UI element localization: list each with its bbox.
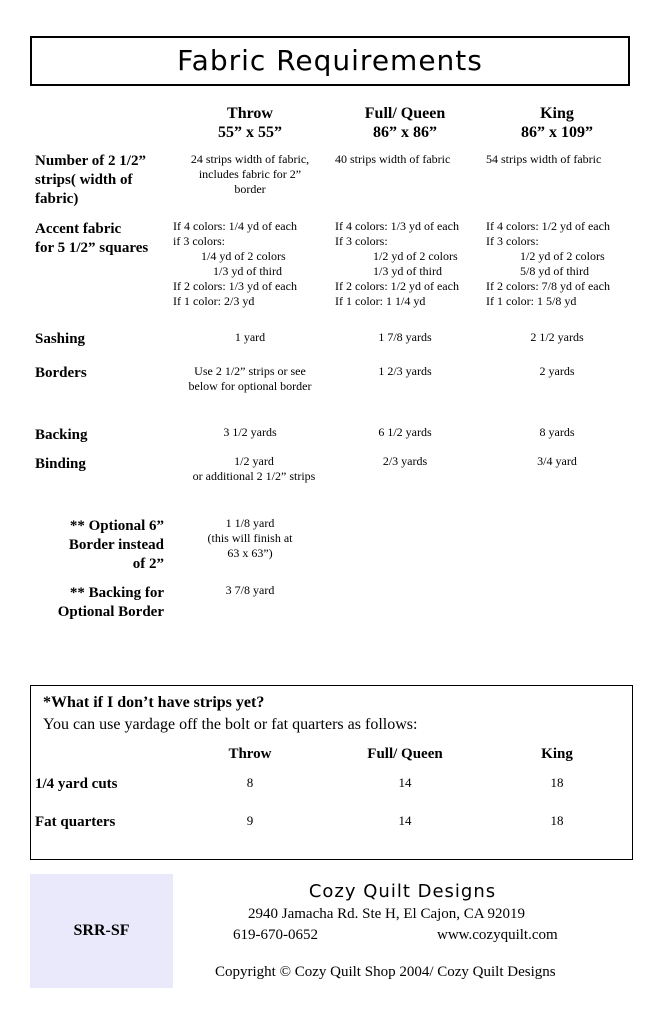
cell-backing-queen: 6 1/2 yards <box>378 425 432 439</box>
label-line: Number of 2 1/2” <box>35 153 146 169</box>
copyright: Copyright © Cozy Quilt Shop 2004/ Cozy Quilt Designs <box>215 964 556 980</box>
cell-line: includes fabric for 2” <box>198 167 302 181</box>
cell-borders-queen: 1 2/3 yards <box>378 364 432 378</box>
cell-line: 1/2 yd of 2 colors <box>373 249 458 263</box>
cell-line: (this will finish at <box>207 531 293 545</box>
cell-sashing-queen: 1 7/8 yards <box>378 330 432 344</box>
cell-backing-king: 8 yards <box>539 425 575 439</box>
company-address: 2940 Jamacha Rd. Ste H, El Cajon, CA 92019 <box>248 906 526 922</box>
no-strips-title: *What if I don’t have strips yet? <box>43 694 265 711</box>
row-label-accent <box>35 220 148 258</box>
no-strips-value: 14 <box>398 813 412 828</box>
column-size: 86” x 86” <box>373 124 437 141</box>
cell-line: 1/2 yard <box>234 454 274 468</box>
cell-accent-king <box>486 219 610 309</box>
no-strips-row-label: Fat quarters <box>35 814 116 830</box>
cell-line: 5/8 yd of third <box>520 264 589 278</box>
cell-line: 1/2 yd of 2 colors <box>520 249 605 263</box>
column-name: Throw <box>227 105 273 122</box>
row-label-optional-backing <box>30 584 164 622</box>
no-strips-box <box>30 685 633 860</box>
cell-line: If 4 colors: 1/4 yd of each <box>173 219 297 233</box>
pattern-code: SRR-SF <box>30 874 173 988</box>
label-line: Border instead <box>68 537 164 553</box>
company-website[interactable]: www.cozyquilt.com <box>437 927 558 943</box>
cell-line: 1/3 yd of third <box>213 264 282 278</box>
row-label-binding: Binding <box>35 456 86 472</box>
no-strips-header-queen: Full/ Queen <box>367 746 443 762</box>
cell-accent-throw <box>173 219 297 309</box>
cell-binding-throw <box>170 454 338 484</box>
cell-line: border <box>234 182 266 196</box>
cell-line: If 1 color: 1 5/8 yd <box>486 294 577 308</box>
label-line: for 5 1/2” squares <box>35 240 149 256</box>
no-strips-header-throw: Throw <box>228 746 272 762</box>
cell-line: If 4 colors: 1/3 yd of each <box>335 219 459 233</box>
row-label-optional-border <box>30 517 164 574</box>
no-strips-value: 18 <box>550 813 564 828</box>
no-strips-value: 18 <box>550 775 564 790</box>
row-label-strips <box>35 152 146 209</box>
cell-strips-king <box>486 152 601 167</box>
column-size: 55” x 55” <box>218 124 282 141</box>
cell-line: 40 strips width of fabric <box>335 152 451 166</box>
company-phone: 619-670-0652 <box>233 927 318 943</box>
cell-backing-throw: 3 1/2 yards <box>223 425 277 439</box>
cell-line: below for optional border <box>188 379 312 393</box>
cell-accent-queen <box>335 219 459 309</box>
column-name: King <box>540 105 574 122</box>
cell-line: If 2 colors: 1/2 yd of each <box>335 279 459 293</box>
label-line: ** Backing for <box>69 585 164 601</box>
cell-line: If 1 color: 2/3 yd <box>173 294 255 308</box>
cell-line: or additional 2 1/2” strips <box>192 469 316 483</box>
column-header-queen <box>340 104 470 142</box>
label-line: of 2” <box>132 556 164 572</box>
column-name: Full/ Queen <box>364 105 446 122</box>
row-label-sashing: Sashing <box>35 331 86 347</box>
cell-line: If 2 colors: 1/3 yd of each <box>173 279 297 293</box>
cell-line: If 3 colors: <box>335 234 388 248</box>
row-label-backing: Backing <box>35 427 88 443</box>
no-strips-value: 8 <box>246 775 254 790</box>
label-line: Accent fabric <box>35 221 122 237</box>
no-strips-header-king: King <box>541 746 573 762</box>
no-strips-subtitle: You can use yardage off the bolt or fat quarters as follows: <box>43 716 418 733</box>
cell-optional-border-throw <box>190 516 310 561</box>
company-name: Cozy Quilt Designs <box>308 881 497 902</box>
cell-line: If 4 colors: 1/2 yd of each <box>486 219 610 233</box>
cell-line: 63 x 63”) <box>227 546 273 560</box>
cell-line: 24 strips width of fabric, <box>190 152 310 166</box>
cell-borders-throw <box>170 364 330 394</box>
column-header-king <box>492 104 622 142</box>
label-line: Optional Border <box>57 604 164 620</box>
cell-binding-king: 3/4 yard <box>537 454 577 468</box>
label-line: ** Optional 6” <box>69 518 164 534</box>
cell-line: 1 1/8 yard <box>225 516 275 530</box>
cell-optional-backing-throw: 3 7/8 yard <box>225 583 275 597</box>
cell-line: 1/4 yd of 2 colors <box>201 249 286 263</box>
cell-line: If 1 color: 1 1/4 yd <box>335 294 426 308</box>
no-strips-value: 9 <box>246 813 254 828</box>
label-line: strips( width of <box>35 172 133 188</box>
cell-line: if 3 colors: <box>173 234 225 248</box>
cell-line: If 2 colors: 7/8 yd of each <box>486 279 610 293</box>
cell-sashing-king: 2 1/2 yards <box>530 330 584 344</box>
row-label-borders: Borders <box>35 365 87 381</box>
cell-binding-queen: 2/3 yards <box>382 454 428 468</box>
cell-line: Use 2 1/2” strips or see <box>194 364 306 378</box>
cell-strips-queen <box>335 152 450 167</box>
column-header-throw <box>185 104 315 142</box>
cell-line: 54 strips width of fabric <box>486 152 602 166</box>
cell-line: 1/3 yd of third <box>373 264 442 278</box>
no-strips-row-label: 1/4 yard cuts <box>35 776 118 792</box>
column-size: 86” x 109” <box>521 124 593 141</box>
no-strips-value: 14 <box>398 775 412 790</box>
label-line: fabric) <box>35 191 79 207</box>
cell-sashing-throw: 1 yard <box>234 330 266 344</box>
cell-borders-king: 2 yards <box>539 364 575 378</box>
page-title: Fabric Requirements <box>30 36 630 86</box>
cell-strips-throw <box>170 152 330 197</box>
cell-line: If 3 colors: <box>486 234 539 248</box>
